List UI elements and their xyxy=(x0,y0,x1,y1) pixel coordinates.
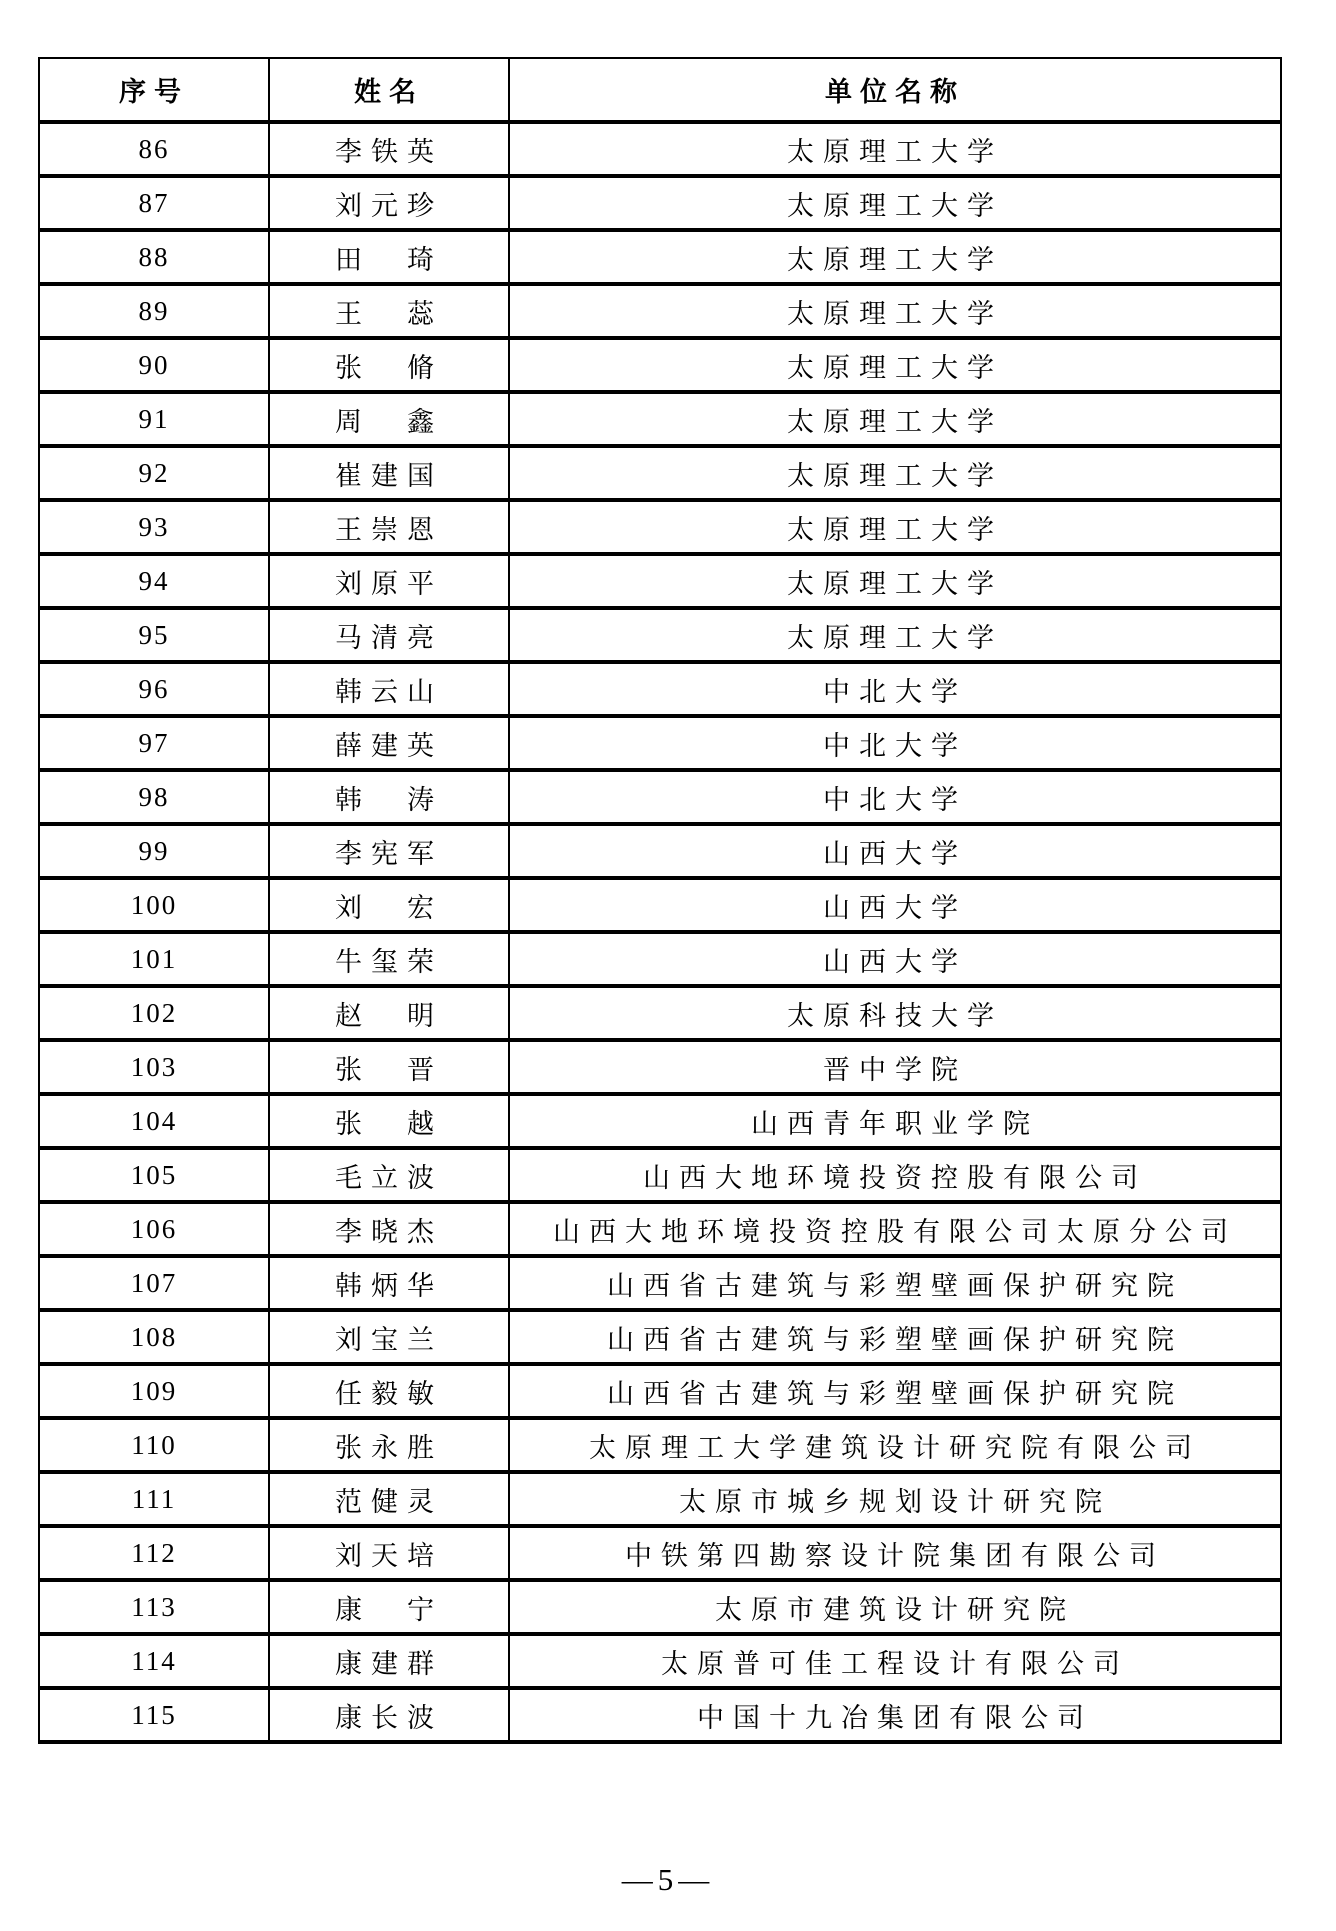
row-number-cell: 91 xyxy=(39,392,269,446)
organization-cell: 山西大学 xyxy=(509,932,1281,986)
name-cell: 任毅敏 xyxy=(269,1364,509,1418)
name-cell: 薛建英 xyxy=(269,716,509,770)
row-number-cell: 99 xyxy=(39,824,269,878)
row-number-cell: 105 xyxy=(39,1148,269,1202)
table-row xyxy=(39,1526,1281,1580)
table-row xyxy=(39,122,1281,176)
table-row xyxy=(39,1580,1281,1634)
row-number-cell: 113 xyxy=(39,1580,269,1634)
organization-cell: 太原理工大学建筑设计研究院有限公司 xyxy=(509,1418,1281,1472)
row-number-cell: 96 xyxy=(39,662,269,716)
organization-cell: 中北大学 xyxy=(509,770,1281,824)
organization-cell: 太原理工大学 xyxy=(509,608,1281,662)
organization-cell: 太原理工大学 xyxy=(509,338,1281,392)
name-cell: 李铁英 xyxy=(269,122,509,176)
row-number-cell: 93 xyxy=(39,500,269,554)
name-cell: 张 越 xyxy=(269,1094,509,1148)
organization-cell: 山西省古建筑与彩塑壁画保护研究院 xyxy=(509,1364,1281,1418)
name-cell: 刘原平 xyxy=(269,554,509,608)
name-cell: 李宪军 xyxy=(269,824,509,878)
name-cell: 毛立波 xyxy=(269,1148,509,1202)
table-row xyxy=(39,1148,1281,1202)
col-header-name: 姓名 xyxy=(269,58,509,122)
page-number: —5— xyxy=(621,1862,715,1897)
organization-cell: 太原理工大学 xyxy=(509,176,1281,230)
table-row xyxy=(39,824,1281,878)
organization-cell: 太原理工大学 xyxy=(509,446,1281,500)
table-row xyxy=(39,770,1281,824)
row-number-cell: 94 xyxy=(39,554,269,608)
organization-cell: 太原理工大学 xyxy=(509,392,1281,446)
name-cell: 田 琦 xyxy=(269,230,509,284)
name-cell: 刘 宏 xyxy=(269,878,509,932)
table-row xyxy=(39,230,1281,284)
table-row xyxy=(39,392,1281,446)
name-cell: 张 晋 xyxy=(269,1040,509,1094)
organization-cell: 中国十九冶集团有限公司 xyxy=(509,1688,1281,1742)
row-number-cell: 95 xyxy=(39,608,269,662)
row-number-cell: 110 xyxy=(39,1418,269,1472)
organization-cell: 晋中学院 xyxy=(509,1040,1281,1094)
table-row xyxy=(39,338,1281,392)
organization-cell: 山西大学 xyxy=(509,824,1281,878)
row-number-cell: 90 xyxy=(39,338,269,392)
table-row xyxy=(39,1202,1281,1256)
name-cell: 崔建国 xyxy=(269,446,509,500)
organization-cell: 太原理工大学 xyxy=(509,230,1281,284)
organization-cell: 太原理工大学 xyxy=(509,122,1281,176)
organization-cell: 山西青年职业学院 xyxy=(509,1094,1281,1148)
row-number-cell: 112 xyxy=(39,1526,269,1580)
table-row xyxy=(39,284,1281,338)
table-body xyxy=(39,122,1281,1742)
name-cell: 刘天培 xyxy=(269,1526,509,1580)
row-number-cell: 88 xyxy=(39,230,269,284)
header-row xyxy=(39,58,1281,122)
table-row xyxy=(39,1688,1281,1742)
name-cell: 韩 涛 xyxy=(269,770,509,824)
col-header-organization: 单位名称 xyxy=(509,58,1281,122)
row-number-cell: 106 xyxy=(39,1202,269,1256)
row-number-cell: 92 xyxy=(39,446,269,500)
name-cell: 康 宁 xyxy=(269,1580,509,1634)
name-cell: 王 蕊 xyxy=(269,284,509,338)
name-cell: 康建群 xyxy=(269,1634,509,1688)
row-number-cell: 98 xyxy=(39,770,269,824)
name-cell: 王崇恩 xyxy=(269,500,509,554)
table-row xyxy=(39,554,1281,608)
organization-cell: 太原科技大学 xyxy=(509,986,1281,1040)
name-cell: 刘宝兰 xyxy=(269,1310,509,1364)
name-cell: 韩云山 xyxy=(269,662,509,716)
name-cell: 赵 明 xyxy=(269,986,509,1040)
name-cell: 康长波 xyxy=(269,1688,509,1742)
table-row xyxy=(39,1634,1281,1688)
table-row xyxy=(39,176,1281,230)
name-cell: 张 脩 xyxy=(269,338,509,392)
name-cell: 周 鑫 xyxy=(269,392,509,446)
row-number-cell: 86 xyxy=(39,122,269,176)
table-row xyxy=(39,716,1281,770)
organization-cell: 山西省古建筑与彩塑壁画保护研究院 xyxy=(509,1256,1281,1310)
organization-cell: 山西大学 xyxy=(509,878,1281,932)
organization-cell: 太原市城乡规划设计研究院 xyxy=(509,1472,1281,1526)
name-cell: 牛玺荣 xyxy=(269,932,509,986)
table-row xyxy=(39,1364,1281,1418)
organization-cell: 山西大地环境投资控股有限公司 xyxy=(509,1148,1281,1202)
row-number-cell: 111 xyxy=(39,1472,269,1526)
row-number-cell: 101 xyxy=(39,932,269,986)
row-number-cell: 107 xyxy=(39,1256,269,1310)
row-number-cell: 87 xyxy=(39,176,269,230)
organization-cell: 中北大学 xyxy=(509,662,1281,716)
table-row xyxy=(39,1472,1281,1526)
table-row xyxy=(39,446,1281,500)
organization-cell: 太原理工大学 xyxy=(509,554,1281,608)
table-row xyxy=(39,1256,1281,1310)
experts-roster-table xyxy=(38,57,1282,1744)
name-cell: 刘元珍 xyxy=(269,176,509,230)
organization-cell: 太原理工大学 xyxy=(509,284,1281,338)
table-row xyxy=(39,932,1281,986)
organization-cell: 山西省古建筑与彩塑壁画保护研究院 xyxy=(509,1310,1281,1364)
table-row xyxy=(39,500,1281,554)
organization-cell: 中铁第四勘察设计院集团有限公司 xyxy=(509,1526,1281,1580)
name-cell: 张永胜 xyxy=(269,1418,509,1472)
table-row xyxy=(39,608,1281,662)
row-number-cell: 97 xyxy=(39,716,269,770)
row-number-cell: 102 xyxy=(39,986,269,1040)
name-cell: 李晓杰 xyxy=(269,1202,509,1256)
col-header-serial-number: 序号 xyxy=(39,58,269,122)
row-number-cell: 114 xyxy=(39,1634,269,1688)
row-number-cell: 100 xyxy=(39,878,269,932)
row-number-cell: 104 xyxy=(39,1094,269,1148)
organization-cell: 太原普可佳工程设计有限公司 xyxy=(509,1634,1281,1688)
row-number-cell: 108 xyxy=(39,1310,269,1364)
table-row xyxy=(39,662,1281,716)
table-row xyxy=(39,1040,1281,1094)
table-row xyxy=(39,1094,1281,1148)
table-header xyxy=(39,58,1281,122)
name-cell: 范健灵 xyxy=(269,1472,509,1526)
organization-cell: 太原市建筑设计研究院 xyxy=(509,1580,1281,1634)
row-number-cell: 109 xyxy=(39,1364,269,1418)
organization-cell: 中北大学 xyxy=(509,716,1281,770)
table-row xyxy=(39,986,1281,1040)
table-row xyxy=(39,1310,1281,1364)
organization-cell: 山西大地环境投资控股有限公司太原分公司 xyxy=(509,1202,1281,1256)
name-cell: 马清亮 xyxy=(269,608,509,662)
row-number-cell: 115 xyxy=(39,1688,269,1742)
row-number-cell: 89 xyxy=(39,284,269,338)
row-number-cell: 103 xyxy=(39,1040,269,1094)
table-row xyxy=(39,878,1281,932)
organization-cell: 太原理工大学 xyxy=(509,500,1281,554)
name-cell: 韩炳华 xyxy=(269,1256,509,1310)
table-row xyxy=(39,1418,1281,1472)
